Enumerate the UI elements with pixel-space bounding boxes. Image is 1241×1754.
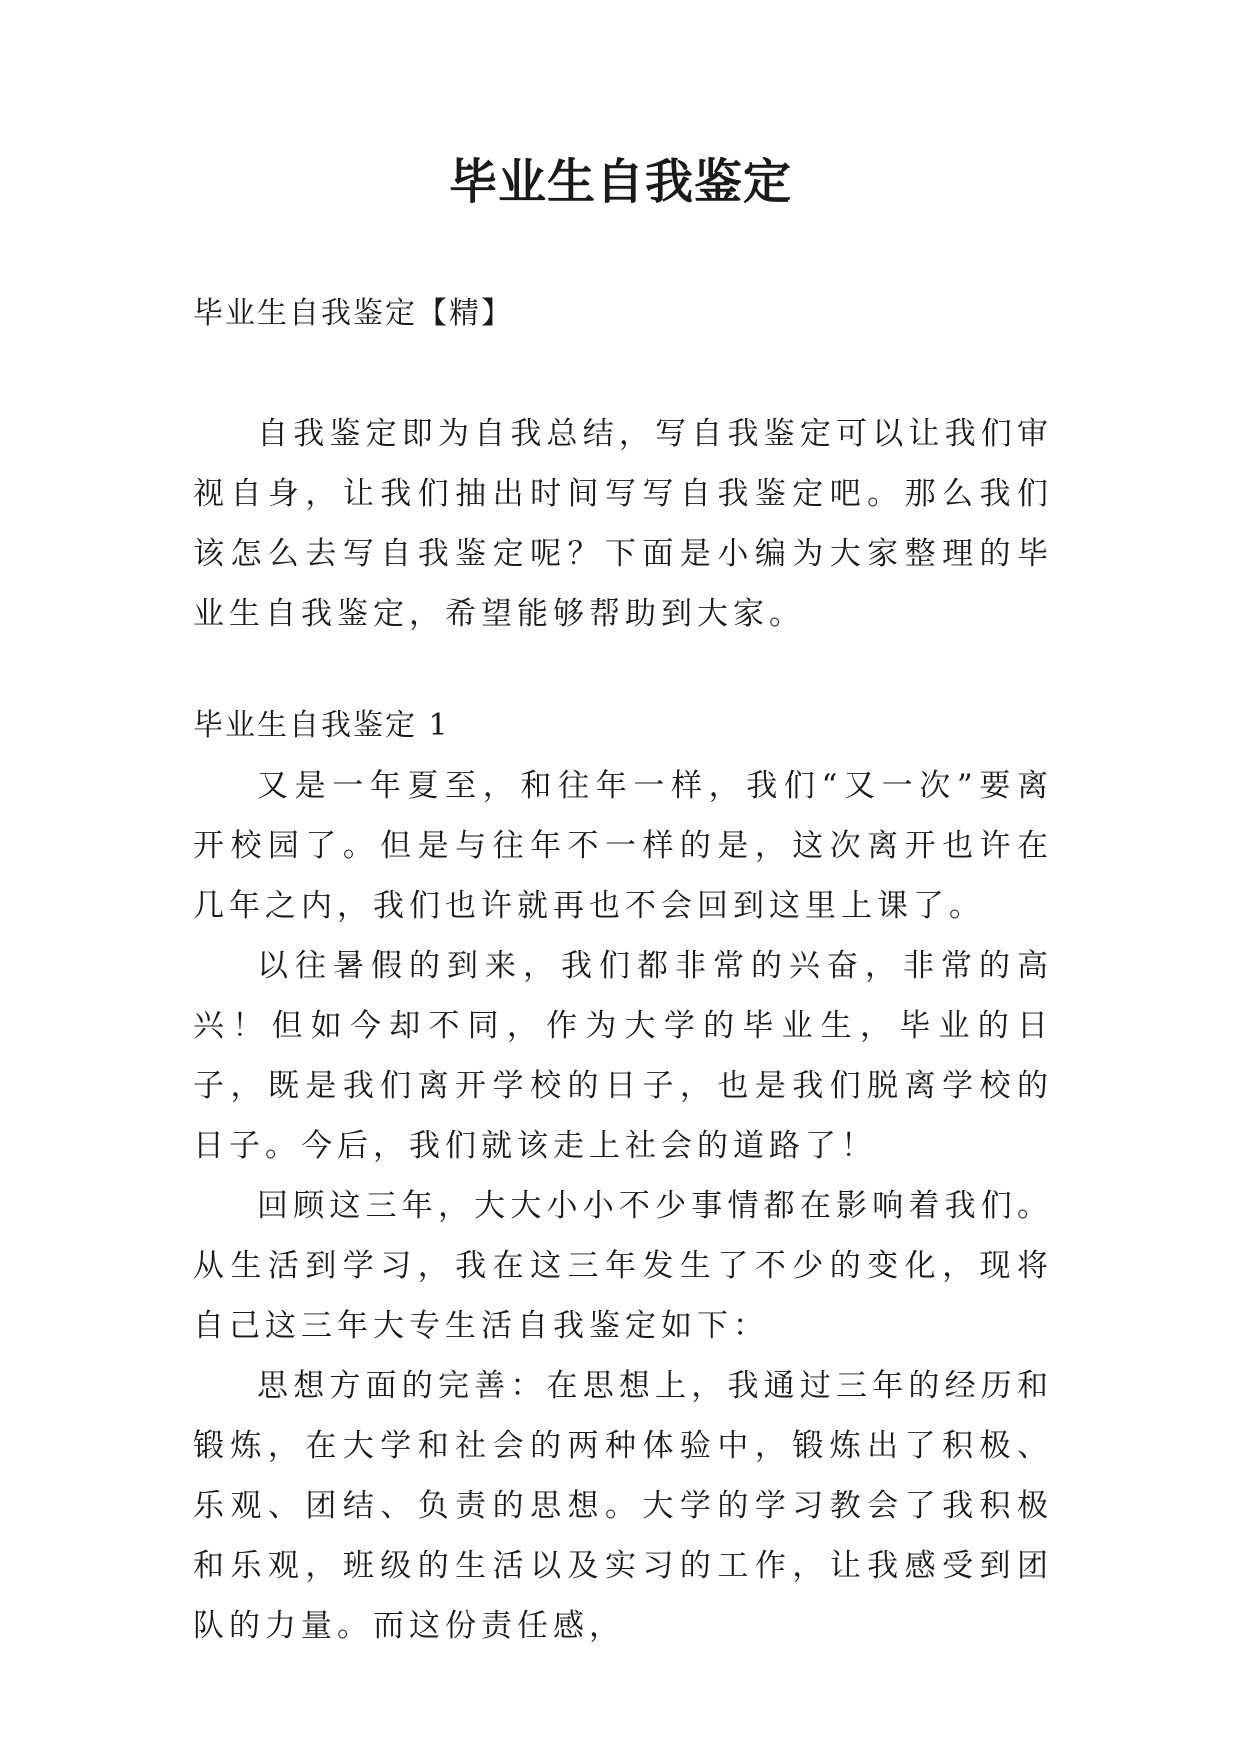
document-subtitle: 毕业生自我鉴定【精】	[193, 296, 513, 331]
document-title: 毕业生自我鉴定	[448, 154, 792, 210]
intro-section	[193, 404, 1053, 644]
intro-paragraph: 自我鉴定即为自我总结，写自我鉴定可以让我们审视自身，让我们抽出时间写写自我鉴定吧。那么我们该怎么去写自我鉴定呢？下面是小编为大家整理的毕业生自我鉴定，希望能够帮助到大家。	[193, 416, 1053, 632]
section-1-paragraph-2: 以往暑假的到来，我们都非常的兴奋，非常的高兴！但如今却不同，作为大学的毕业生，毕业的日子，既是我们离开学校的日子，也是我们脱离学校的日子。今后，我们就该走上社会的道路了！	[193, 948, 1053, 1164]
section-1-paragraph-1: 又是一年夏至，和往年一样，我们“又一次”要离开校园了。但是与往年不一样的是，这次离开也许在几年之内，我们也许就再也不会回到这里上课了。	[193, 768, 1053, 924]
section-1	[193, 696, 1053, 1656]
section-1-heading: 毕业生自我鉴定 1	[193, 708, 450, 743]
section-1-paragraph-4: 思想方面的完善：在思想上，我通过三年的经历和锻炼，在大学和社会的两种体验中，锻炼出了积极、乐观、团结、负责的思想。大学的学习教会了我积极和乐观，班级的生活以及实习的工作，让我感受到团队的力量。而这份责任感，	[193, 1368, 1053, 1644]
section-1-paragraph-3: 回顾这三年，大大小小不少事情都在影响着我们。从生活到学习，我在这三年发生了不少的变化，现将自己这三年大专生活自我鉴定如下：	[193, 1188, 1053, 1344]
